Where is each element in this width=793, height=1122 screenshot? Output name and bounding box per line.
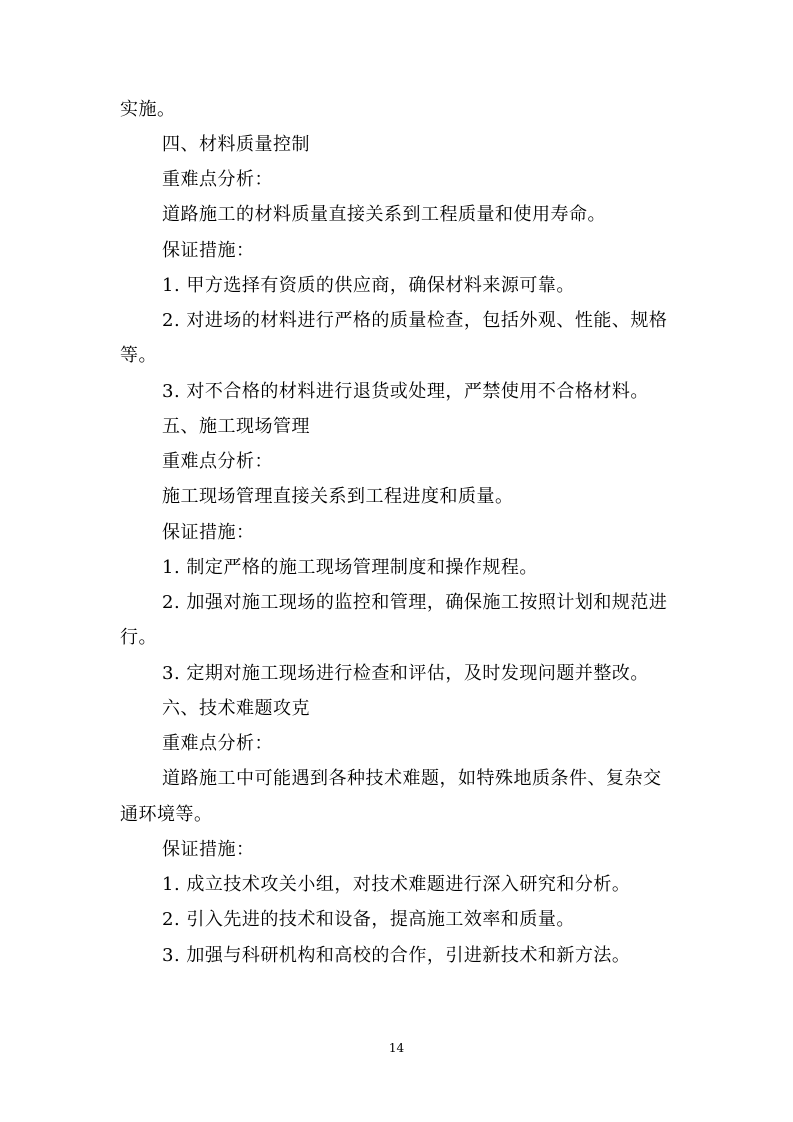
page-number: 14 bbox=[388, 1041, 405, 1055]
list-item: 3. 加强与科研机构和高校的合作，引进新技术和新方法。 bbox=[162, 945, 631, 966]
text-line: 实施。 bbox=[120, 99, 176, 120]
list-item: 3. 对不合格的材料进行退货或处理，严禁使用不合格材料。 bbox=[162, 381, 649, 402]
list-item: 1. 制定严格的施工现场管理制度和操作规程。 bbox=[162, 557, 538, 578]
subheading: 保证措施： bbox=[162, 522, 255, 543]
subheading: 重难点分析： bbox=[162, 733, 273, 754]
section-heading: 四、材料质量控制 bbox=[162, 134, 310, 155]
subheading: 保证措施： bbox=[162, 240, 255, 261]
list-item: 1. 成立技术攻关小组，对技术难题进行深入研究和分析。 bbox=[162, 874, 631, 895]
list-item: 2. 引入先进的技术和设备，提高施工效率和质量。 bbox=[162, 909, 575, 930]
text-line: 施工现场管理直接关系到工程进度和质量。 bbox=[162, 486, 514, 507]
text-line: 行。 bbox=[120, 627, 157, 648]
list-item: 1. 甲方选择有资质的供应商，确保材料来源可靠。 bbox=[162, 275, 575, 296]
subheading: 重难点分析： bbox=[162, 451, 273, 472]
text-line: 道路施工的材料质量直接关系到工程质量和使用寿命。 bbox=[162, 204, 606, 225]
text-line: 通环境等。 bbox=[120, 804, 213, 825]
subheading: 重难点分析： bbox=[162, 169, 273, 190]
list-item: 3. 定期对施工现场进行检查和评估，及时发现问题并整改。 bbox=[162, 663, 649, 684]
list-item: 2. 对进场的材料进行严格的质量检查，包括外观、性能、规格 bbox=[162, 310, 668, 331]
text-line: 等。 bbox=[120, 345, 157, 366]
list-item: 2. 加强对施工现场的监控和管理，确保施工按照计划和规范进 bbox=[162, 592, 668, 613]
section-heading: 五、施工现场管理 bbox=[162, 416, 310, 437]
subheading: 保证措施： bbox=[162, 839, 255, 860]
text-line: 道路施工中可能遇到各种技术难题，如特殊地质条件、复杂交 bbox=[162, 768, 662, 789]
section-heading: 六、技术难题攻克 bbox=[162, 698, 310, 719]
